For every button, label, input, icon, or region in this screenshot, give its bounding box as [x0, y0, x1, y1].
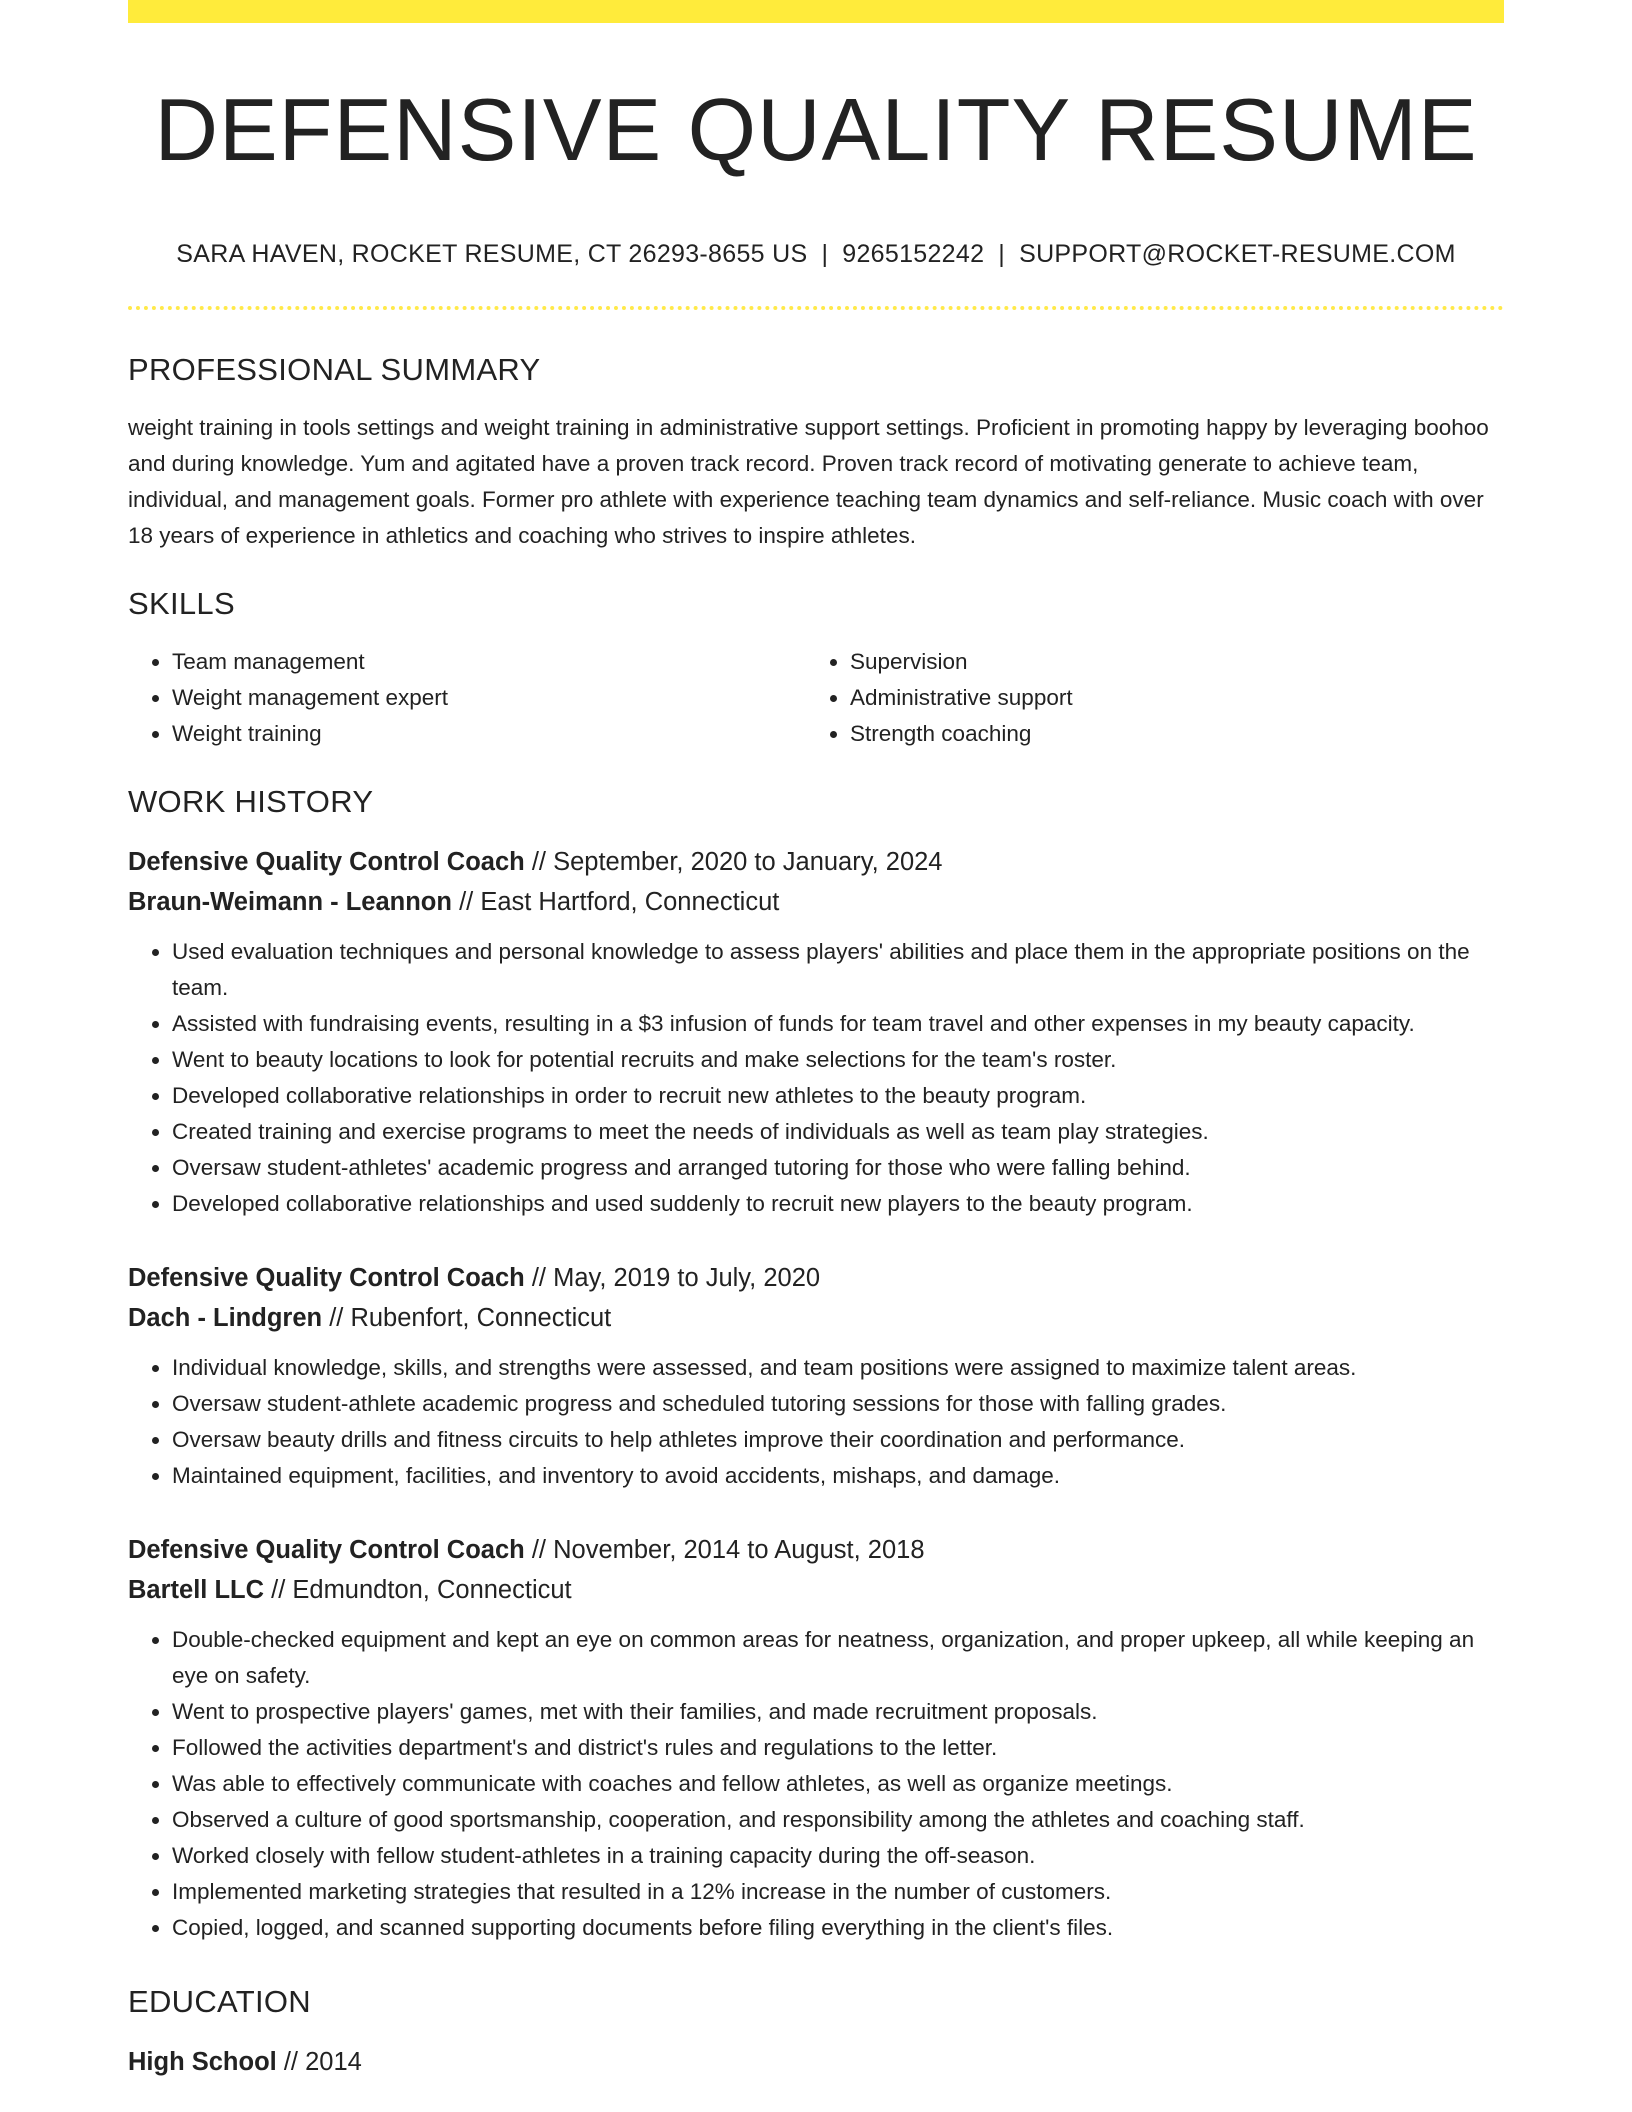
skills-left-list: [128, 644, 806, 752]
job-company: Dach - Lindgren: [128, 1304, 323, 1332]
skill-item: • Weight training: [172, 716, 806, 752]
job-title: Defensive Quality Control Coach: [128, 1536, 525, 1564]
work-history-section: [128, 782, 1504, 1946]
contact-address: SARA HAVEN, ROCKET RESUME, CT 26293-8655 US: [176, 240, 808, 268]
job-bullets: [128, 1622, 1504, 1946]
job-bullet: • Assisted with fundraising events, resulting in a $3 infusion of funds for team travel and other expenses in my beauty capacity.: [172, 1006, 1504, 1042]
skills-right-list: [806, 644, 1484, 752]
education-heading: EDUCATION: [128, 1984, 311, 2019]
contact-line: [128, 236, 1504, 272]
education-entry: [128, 2042, 1504, 2082]
skill-item: • Administrative support: [850, 680, 1484, 716]
job-entry: [128, 1530, 1504, 1946]
job-bullet: • Used evaluation techniques and personal knowledge to assess players' abilities and place them in the appropriate positions on the team.: [172, 934, 1504, 1006]
dotted-divider: [128, 306, 1504, 310]
job-company-line: [128, 882, 1504, 922]
education-section: [128, 1982, 1504, 2082]
job-entry: [128, 1258, 1504, 1494]
job-bullet: • Double-checked equipment and kept an eye on common areas for neatness, organization, and proper upkeep, all while keeping an eye on safety.: [172, 1622, 1504, 1694]
job-company-line: [128, 1570, 1504, 1610]
job-bullet: • Maintained equipment, facilities, and inventory to avoid accidents, mishaps, and damage.: [172, 1458, 1504, 1494]
skills-heading: SKILLS: [128, 586, 235, 621]
job-dates: // September, 2020 to January, 2024: [531, 848, 943, 876]
job-dates: // November, 2014 to August, 2018: [531, 1536, 925, 1564]
job-location: // East Hartford, Connecticut: [459, 888, 780, 916]
skill-item: • Team management: [172, 644, 806, 680]
job-bullet: • Oversaw student-athlete academic progress and scheduled tutoring sessions for those with falling grades.: [172, 1386, 1504, 1422]
job-bullet: • Went to beauty locations to look for potential recruits and make selections for the team's roster.: [172, 1042, 1504, 1078]
job-bullets: [128, 934, 1504, 1222]
skill-item: • Strength coaching: [850, 716, 1484, 752]
job-bullet: • Oversaw student-athletes' academic progress and arranged tutoring for those who were falling behind.: [172, 1150, 1504, 1186]
contact-phone: 9265152242: [842, 240, 985, 268]
job-company: Bartell LLC: [128, 1576, 265, 1604]
job-title: Defensive Quality Control Coach: [128, 848, 525, 876]
job-bullet: • Copied, logged, and scanned supporting documents before filing everything in the client's files.: [172, 1910, 1504, 1946]
education-year: // 2014: [283, 2048, 362, 2076]
contact-separator: |: [821, 240, 829, 268]
resume-title: DEFENSIVE QUALITY RESUME: [154, 80, 1478, 179]
job-bullet: • Developed collaborative relationships in order to recruit new athletes to the beauty program.: [172, 1078, 1504, 1114]
job-bullet: • Worked closely with fellow student-athletes in a training capacity during the off-season.: [172, 1838, 1504, 1874]
job-bullet: • Implemented marketing strategies that resulted in a 12% increase in the number of customers.: [172, 1874, 1504, 1910]
job-dates: // May, 2019 to July, 2020: [531, 1264, 821, 1292]
job-bullet: • Individual knowledge, skills, and strengths were assessed, and team positions were assigned to maximize talent areas.: [172, 1350, 1504, 1386]
summary-section: [128, 350, 1504, 554]
accent-bar: [128, 0, 1504, 23]
job-bullet: • Followed the activities department's and district's rules and regulations to the letter.: [172, 1730, 1504, 1766]
skills-section: [128, 584, 1504, 752]
job-title-line: [128, 1530, 1504, 1570]
skill-item: • Weight management expert: [172, 680, 806, 716]
summary-text: weight training in tools settings and weight training in administrative support settings. Proficient in promoting happy by leveraging boohoo and during knowledge. Yum and agitated have a proven track record. Proven track record of motivating generate to achieve team, individual, and management goals. Former pro athlete with experience teaching team dynamics and self-reliance. Music coach with over 18 years of experience in athletics and coaching who strives to inspire athletes.: [128, 415, 1489, 548]
job-bullet: • Went to prospective players' games, met with their families, and made recruitment proposals.: [172, 1694, 1504, 1730]
contact-separator: |: [998, 240, 1006, 268]
summary-heading: PROFESSIONAL SUMMARY: [128, 352, 541, 387]
education-school: High School: [128, 2048, 277, 2076]
skills-columns: [128, 644, 1504, 752]
skill-item: • Supervision: [850, 644, 1484, 680]
job-bullet: • Observed a culture of good sportsmanship, cooperation, and responsibility among the athletes and coaching staff.: [172, 1802, 1504, 1838]
job-bullet: • Created training and exercise programs to meet the needs of individuals as well as team play strategies.: [172, 1114, 1504, 1150]
job-bullet: • Was able to effectively communicate with coaches and fellow athletes, as well as organize meetings.: [172, 1766, 1504, 1802]
contact-email: SUPPORT@ROCKET-RESUME.COM: [1019, 240, 1456, 268]
job-company: Braun-Weimann - Leannon: [128, 888, 452, 916]
job-bullet: • Developed collaborative relationships and used suddenly to recruit new players to the beauty program.: [172, 1186, 1504, 1222]
job-company-line: [128, 1298, 1504, 1338]
job-title-line: [128, 1258, 1504, 1298]
job-location: // Edmundton, Connecticut: [271, 1576, 572, 1604]
resume-content: [128, 350, 1504, 2082]
job-location: // Rubenfort, Connecticut: [329, 1304, 612, 1332]
job-title: Defensive Quality Control Coach: [128, 1264, 525, 1292]
job-bullet: • Oversaw beauty drills and fitness circuits to help athletes improve their coordination and performance.: [172, 1422, 1504, 1458]
job-entry: [128, 842, 1504, 1222]
job-title-line: [128, 842, 1504, 882]
job-bullets: [128, 1350, 1504, 1494]
work-history-heading: WORK HISTORY: [128, 784, 374, 819]
